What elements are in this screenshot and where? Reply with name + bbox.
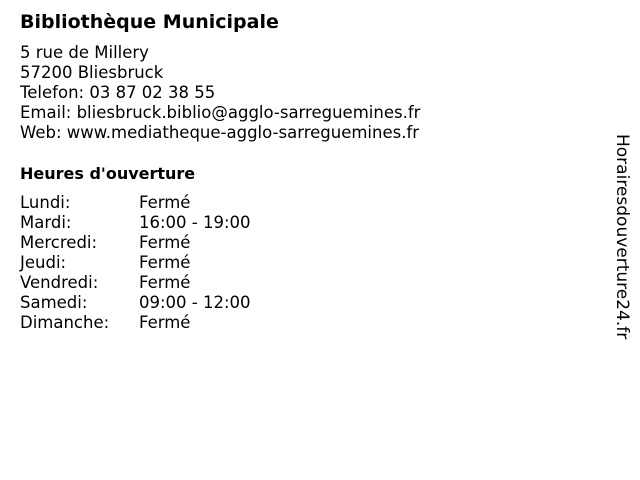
day-label: Mercredi: — [20, 233, 98, 252]
address-street: 5 rue de Millery — [20, 43, 149, 62]
day-hours: Fermé — [139, 313, 191, 332]
day-label: Lundi: — [20, 193, 71, 212]
page-title: Bibliothèque Municipale — [20, 11, 279, 33]
day-hours: 09:00 - 12:00 — [139, 293, 251, 312]
day-label: Mardi: — [20, 213, 72, 232]
day-hours: Fermé — [139, 273, 191, 292]
day-label: Samedi: — [20, 293, 88, 312]
web-line: Web: www.mediatheque-agglo-sarreguemines.fr — [20, 123, 420, 142]
hours-heading: Heures d'ouverture — [20, 164, 196, 183]
phone-line: Telefon: 03 87 02 38 55 — [20, 83, 216, 102]
email-line: Email: bliesbruck.biblio@agglo-sarreguemines.fr — [20, 103, 421, 122]
address-city: 57200 Bliesbruck — [20, 63, 164, 82]
site-watermark: Horairesdouverture24.fr — [612, 134, 632, 340]
day-hours: Fermé — [139, 233, 191, 252]
day-label: Dimanche: — [20, 313, 110, 332]
day-hours: Fermé — [139, 253, 191, 272]
contact-block — [20, 43, 420, 143]
day-label: Vendredi: — [20, 273, 99, 292]
day-label: Jeudi: — [20, 253, 67, 272]
day-hours: Fermé — [139, 193, 191, 212]
day-hours: 16:00 - 19:00 — [139, 213, 251, 232]
